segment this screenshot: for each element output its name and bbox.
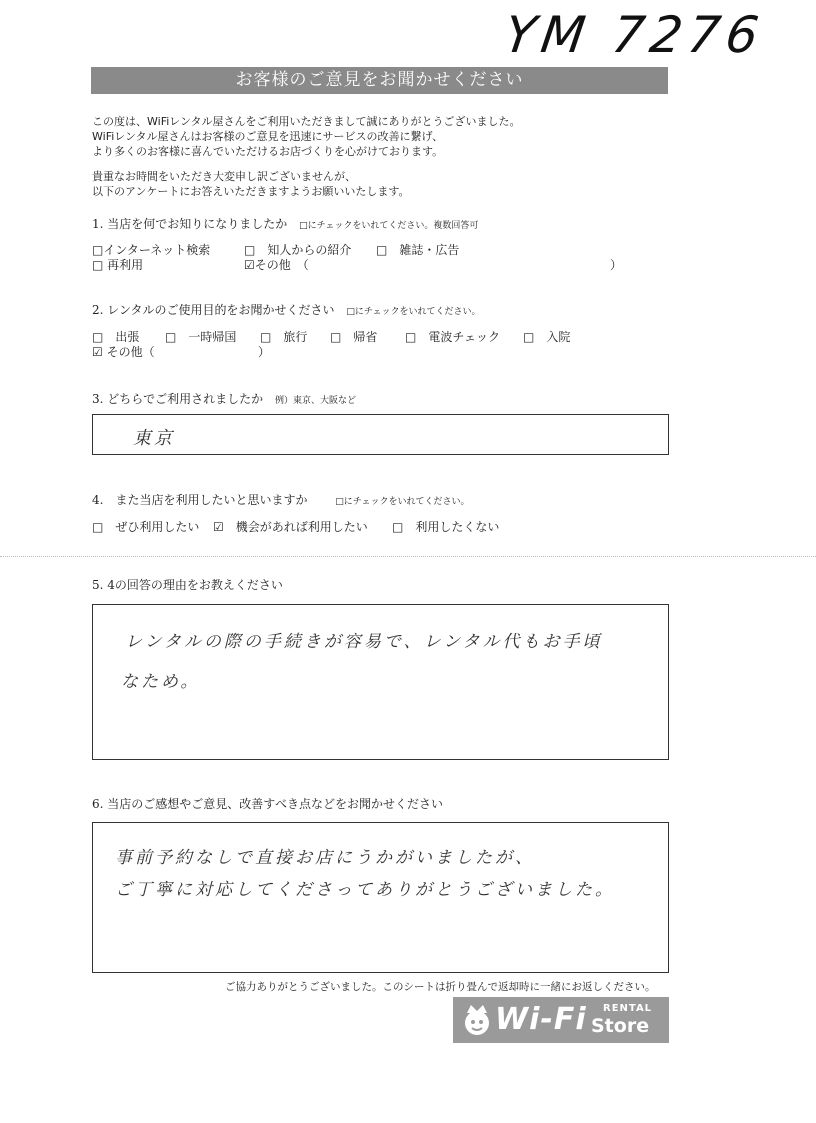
q2-option-other[interactable]: ☑ その他（ (92, 345, 155, 359)
page-title: お客様のご意見をお聞かせください (91, 67, 668, 94)
intro-line-3: より多くのお客様に喜んでいただけるお店づくりを心がけております。 (92, 145, 444, 158)
intro-line-5: 以下のアンケートにお答えいただきますようお願いいたします。 (92, 185, 410, 198)
q1-option-other[interactable]: ☑その他 （ (244, 258, 309, 272)
q1-heading (92, 215, 478, 232)
q2-heading (92, 301, 481, 318)
q2-title: 2. レンタルのご使用目的をお聞かせください (92, 303, 335, 317)
intro-line-2: WiFiレンタル屋さんはお客様のご意見を迅速にサービスの改善に繋げ、 (92, 130, 444, 143)
q5-answer-box[interactable] (92, 604, 669, 760)
q3-heading (92, 390, 356, 407)
q2-option-temporary-return[interactable]: □ 一時帰国 (165, 330, 237, 344)
q6-answer-line-1: 事前予約なしで直接お店にうかがいましたが、 (115, 848, 535, 868)
q4-option-if-chance[interactable]: ☑ 機会があれば利用したい (213, 520, 368, 534)
q3-answer-box[interactable] (92, 414, 669, 455)
q1-option-internet[interactable]: □インターネット検索 (92, 243, 211, 257)
logo-rental-text: RENTAL (603, 1003, 653, 1014)
q6-title: 6. 当店のご感想やご意見、改善すべき点などをお聞かせください (92, 797, 444, 811)
logo-store-text: Store (591, 1015, 650, 1037)
q2-option-signal-check[interactable]: □ 電波チェック (405, 330, 500, 344)
q4-note: □にチェックをいれてください。 (335, 497, 470, 507)
footer-note: ご協力ありがとうございました。このシートは折り畳んで返却時に一緒にお返しください。 (225, 981, 656, 993)
q5-title: 5. 4の回答の理由をお教えください (92, 578, 283, 592)
q2-option-business[interactable]: □ 出張 (92, 330, 140, 344)
wifi-rental-store-logo (453, 997, 669, 1043)
q2-option-homecoming[interactable]: □ 帰省 (330, 330, 378, 344)
crown-mascot-icon (459, 1001, 495, 1037)
q2-note: □にチェックをいれてください。 (346, 307, 481, 317)
q4-option-no[interactable]: □ 利用したくない (392, 520, 500, 534)
q5-answer-line-1: レンタルの際の手続きが容易で、レンタル代もお手頃 (125, 632, 603, 652)
q3-note: 例）東京、大阪など (274, 396, 356, 406)
q4-option-definitely[interactable]: □ ぜひ利用したい (92, 520, 200, 534)
q4-title: 4. また当店を利用したいと思いますか (92, 493, 308, 507)
q1-other-close-paren: ） (610, 258, 623, 272)
logo-wifi-text: Wi-Fi (495, 1002, 587, 1037)
q1-title: 1. 当店を何でお知りになりましたか (92, 217, 288, 231)
q1-note: □にチェックをいれてください。複数回答可 (299, 221, 479, 231)
q5-answer-line-2: なため。 (121, 672, 201, 692)
q3-answer-text: 東京 (133, 428, 175, 449)
intro-line-4: 貴重なお時間をいただき大変申し訳ございませんが、 (92, 170, 356, 183)
q1-option-referral[interactable]: □ 知人からの紹介 (244, 243, 352, 257)
q1-option-magazine[interactable]: □ 雑誌・広告 (376, 243, 460, 257)
q6-answer-box[interactable] (92, 822, 669, 973)
q1-option-reuse[interactable]: □ 再利用 (92, 258, 144, 272)
q2-option-hospital[interactable]: □ 入院 (523, 330, 571, 344)
intro-line-1: この度は、WiFiレンタル屋さんをご利用いただきまして誠にありがとうございました。 (92, 115, 521, 128)
q4-heading (92, 491, 470, 508)
fold-line (0, 556, 816, 557)
q2-option-travel[interactable]: □ 旅行 (260, 330, 308, 344)
q3-title: 3. どちらでご利用されましたか (92, 392, 264, 406)
q6-answer-line-2: ご丁寧に対応してくださってありがとうございました。 (115, 880, 615, 900)
q2-other-close-paren: ） (258, 345, 271, 359)
handwritten-document-id: YM 7276 (500, 6, 768, 64)
